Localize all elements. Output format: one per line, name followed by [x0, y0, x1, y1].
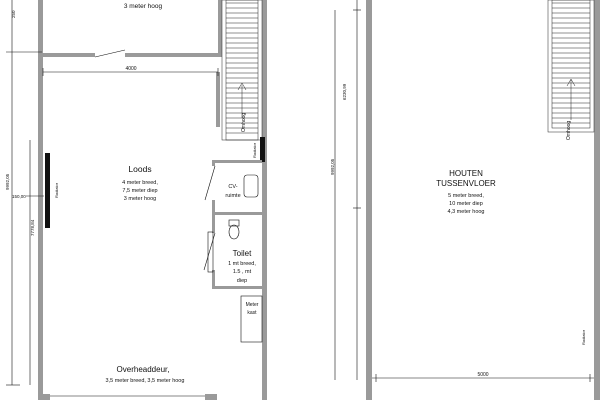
dim-lower-label: 7778,84 [30, 219, 35, 236]
stair-wall-upper [218, 0, 222, 57]
right-plan-left-wall [366, 0, 372, 400]
stair-label-right: Omhoog [566, 120, 572, 140]
toilet-line3: diep [236, 278, 248, 284]
radiator-left-label: Radiator [54, 182, 59, 198]
floor-line1: 5 meter breed, [448, 193, 484, 199]
toilet-door [204, 233, 215, 270]
left-outer-wall [38, 0, 43, 400]
stair-wall-outer-upper [262, 0, 267, 57]
stair-side-wall [216, 72, 220, 127]
radiator-right-plan-label: Radiator [581, 329, 586, 345]
loods-line2: 7,5 meter diep [122, 188, 158, 194]
dim-total-height-label: 9992,05 [5, 173, 10, 190]
meter-label-1: Meter [245, 302, 259, 308]
floor-title-1: HOUTEN [449, 169, 483, 178]
loods-line1: 4 meter breed, [122, 180, 158, 186]
radiator-left [45, 153, 50, 228]
toilet-line1: 1 mt breed, [228, 261, 256, 267]
cv-boiler [244, 175, 258, 197]
radiator-right [260, 137, 265, 162]
floor-title-2: TUSSENVLOER [436, 179, 496, 188]
cv-label-2: ruimte [225, 193, 241, 199]
dim-width-label: 4000 [125, 66, 137, 72]
dim-right-upper-label: 6230,99 [342, 83, 347, 100]
radiator-right-label: Radiator [252, 142, 257, 158]
meter-label-2: kast [247, 310, 257, 316]
top-room-wall-left [43, 53, 95, 57]
cv-door [205, 166, 215, 200]
top-room-door [95, 50, 125, 57]
cv-bottom-wall [212, 212, 262, 215]
dim-top-left-label: 250 [11, 10, 16, 18]
dim-right-total-label: 9992,05 [330, 158, 335, 175]
floor-line3: 4,3 meter hoog [447, 209, 485, 215]
left-plan [5, 0, 267, 400]
stair-label-left: Omhoog [241, 112, 247, 132]
top-room-height: 3 meter hoog [123, 3, 163, 10]
overhead-door-size: 3,5 meter breed, 3,5 meter hoog [105, 378, 185, 384]
cv-top-wall [212, 160, 262, 163]
toilet-bowl [229, 225, 239, 239]
dim-radiator-offset-label: 150,00 [12, 194, 26, 199]
toilet-line2: 1.5 , mt [232, 269, 252, 275]
toilet-bottom-wall [212, 286, 262, 289]
loods-line3: 3 meter hoog [123, 196, 157, 202]
right-plan-right-wall [594, 0, 600, 400]
stairs-right [548, 0, 594, 132]
cv-label-1: CV- [228, 184, 238, 190]
toilet-title: Toilet [232, 249, 252, 258]
right-plan [330, 0, 600, 400]
floor-line2: 10 meter diep [449, 201, 483, 207]
right-outer-wall [262, 55, 267, 400]
loods-title: Loods [128, 164, 152, 174]
dim-right-width-label: 5000 [477, 372, 489, 378]
top-room-wall-right [125, 53, 222, 57]
overhead-door-title: Overheaddeur, [116, 365, 170, 374]
